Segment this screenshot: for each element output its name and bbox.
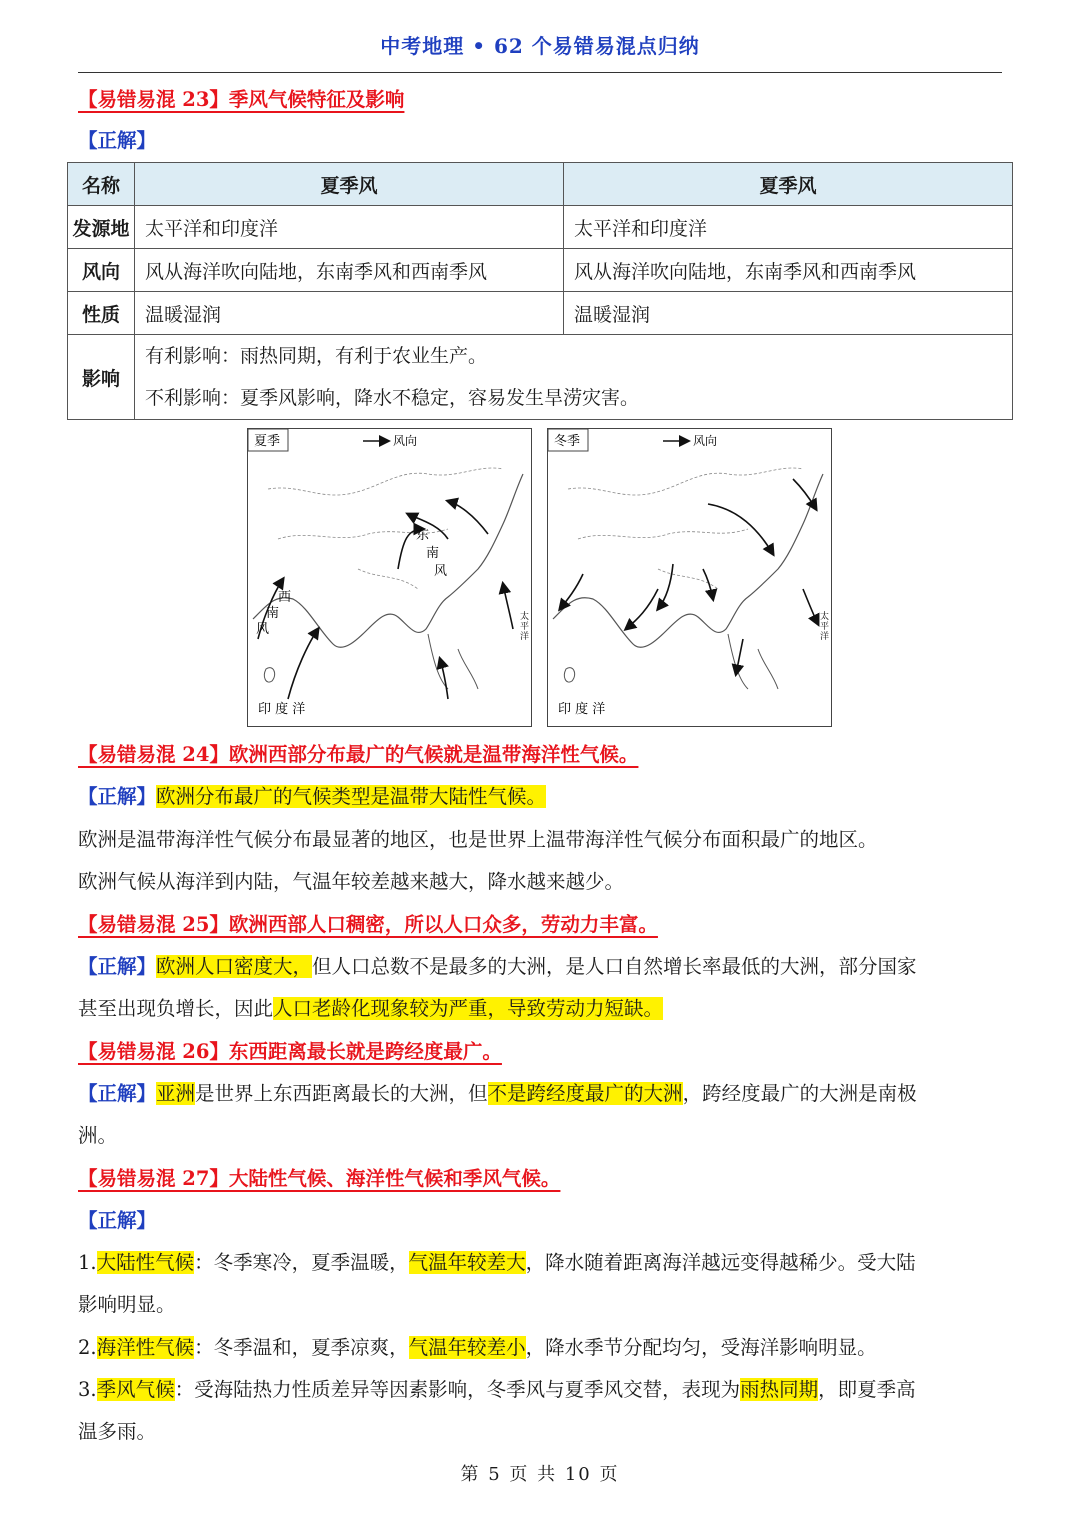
item26-title: 【易错易混 26】东西距离最长就是跨经度最广。 — [78, 1040, 502, 1063]
wind-arrow — [560, 574, 583, 609]
table-cell: 温暖湿润 — [564, 292, 1013, 335]
map-label-sw: 风 — [256, 622, 270, 637]
map-label-pacific: 太 — [520, 612, 530, 622]
highlight-text: 人口老龄化现象较为严重，导致劳动力短缺。 — [273, 997, 664, 1020]
impact-negative: 不利影响：夏季风影响，降水不稳定，容易发生旱涝灾害。 — [145, 387, 640, 409]
row-label: 影响 — [68, 335, 135, 420]
item24-paragraph-1: 欧洲是温带海洋性气候分布最显著的地区，也是世界上温带海洋性气候分布面积最广的地区。 — [78, 828, 878, 851]
winter-monsoon-map — [547, 428, 832, 727]
island-sri-lanka — [564, 668, 574, 682]
row-label: 风向 — [68, 249, 135, 292]
wind-arrow — [703, 569, 713, 599]
peninsula — [728, 634, 778, 689]
item26-answer-line-2: 洲。 — [78, 1124, 118, 1147]
highlight-text: 欧洲分布最广的气候类型是温带大陆性气候。 — [156, 785, 547, 808]
answer-text: 甚至出现负增长，因此 — [78, 997, 274, 1020]
answer-label: 【正解】 — [78, 1082, 157, 1105]
row-label: 发源地 — [68, 206, 135, 249]
peninsula — [428, 634, 478, 689]
item27-point-2 — [78, 1334, 877, 1362]
table-cell: 风从海洋吹向陆地，东南季风和西南季风 — [564, 249, 1013, 292]
map-label-se: 风 — [434, 564, 448, 579]
list-number: 2. — [78, 1336, 97, 1359]
answer-text: ：冬季温和，夏季凉爽， — [194, 1336, 409, 1359]
answer-text: ，跨经度最广的大洲是南极 — [682, 1082, 917, 1105]
item27-point-1-cont: 影响明显。 — [78, 1293, 176, 1316]
item24-paragraph-2: 欧洲气候从海洋到内陆，气温年较差越来越大，降水越来越少。 — [78, 870, 625, 893]
highlight-text: 气温年较差小 — [408, 1336, 526, 1359]
table-row — [68, 292, 1013, 335]
answer-text: 是世界上东西距离最长的大洲，但 — [195, 1082, 488, 1105]
summer-monsoon-map — [247, 428, 532, 727]
wind-arrow — [708, 504, 773, 554]
table-row — [68, 249, 1013, 292]
item24-answer — [78, 783, 546, 811]
map-label-pacific: 平 — [820, 622, 830, 632]
list-number: 3. — [78, 1378, 97, 1401]
page-number: 第 5 页 共 10 页 — [460, 1464, 620, 1485]
item27-title: 【易错易混 27】大陆性气候、海洋性气候和季风气候。 — [78, 1167, 561, 1190]
answer-label: 【正解】 — [78, 785, 157, 808]
highlight-text: 不是跨经度最广的大洲 — [487, 1082, 683, 1105]
map-season-label: 夏季 — [254, 434, 281, 449]
highlight-text: 欧洲人口密度大， — [156, 955, 313, 978]
wind-arrow — [658, 564, 673, 609]
wind-arrow — [803, 589, 818, 624]
item27-point-3-cont: 温多雨。 — [78, 1420, 157, 1443]
table-header-cell: 夏季风 — [135, 163, 564, 206]
page-header-title: 中考地理 • 62 个易错易混点归纳 — [380, 34, 700, 58]
coastline — [253, 474, 523, 647]
wind-arrow — [736, 639, 743, 674]
monsoon-table — [67, 162, 1013, 420]
highlight-text: 海洋性气候 — [96, 1336, 195, 1359]
wind-arrow — [288, 629, 318, 699]
island-sri-lanka — [264, 668, 274, 682]
item23-title: 【易错易混 23】季风气候特征及影响 — [78, 88, 405, 111]
highlight-text: 雨热同期 — [740, 1378, 819, 1401]
row-label: 性质 — [68, 292, 135, 335]
item23-answer-label: 【正解】 — [78, 129, 157, 152]
highlight-text: 气温年较差大 — [408, 1251, 526, 1274]
item24-title: 【易错易混 24】欧洲西部分布最广的气候就是温带海洋性气候。 — [78, 743, 639, 766]
map-label-sw: 西 — [278, 590, 292, 605]
list-number: 1. — [78, 1251, 97, 1274]
wind-arrow — [448, 501, 488, 534]
answer-text: ，降水季节分配均匀，受海洋影响明显。 — [525, 1336, 877, 1359]
answer-text: ，降水随着距离海洋越远变得越稀少。受大陆 — [525, 1251, 916, 1274]
answer-text: ，即夏季高 — [818, 1378, 916, 1401]
map-legend-label: 风向 — [393, 434, 418, 448]
map-legend-label: 风向 — [693, 434, 718, 448]
map-label-sw: 南 — [266, 606, 280, 621]
answer-text: ：冬季寒冷，夏季温暖， — [194, 1251, 409, 1274]
item27-point-3 — [78, 1376, 916, 1404]
border-lines — [568, 468, 803, 589]
table-header-cell: 名称 — [68, 163, 135, 206]
impact-cell — [135, 335, 1013, 420]
table-cell: 太平洋和印度洋 — [564, 206, 1013, 249]
map-label-indian: 印 度 洋 — [558, 702, 606, 717]
table-cell: 太平洋和印度洋 — [135, 206, 564, 249]
map-season-label: 冬季 — [554, 434, 581, 449]
table-header-cell: 夏季风 — [564, 163, 1013, 206]
highlight-text: 大陆性气候 — [96, 1251, 195, 1274]
item26-answer-line-1 — [78, 1080, 917, 1108]
answer-text: ：受海陆热力性质差异等因素影响，冬季风与夏季风交替，表现为 — [174, 1378, 741, 1401]
item27-answer-label: 【正解】 — [78, 1209, 157, 1232]
map-label-pacific: 太 — [820, 612, 830, 622]
table-row-impact — [68, 335, 1013, 420]
item25-title: 【易错易混 25】欧洲西部人口稠密，所以人口众多，劳动力丰富。 — [78, 913, 658, 936]
map-label-indian: 印 度 洋 — [258, 702, 306, 717]
wind-arrow — [793, 479, 816, 509]
impact-positive: 有利影响：雨热同期，有利于农业生产。 — [145, 345, 488, 367]
highlight-text: 季风气候 — [96, 1378, 175, 1401]
map-label-pacific: 平 — [520, 622, 530, 632]
header-rule — [78, 72, 1002, 73]
map-label-pacific: 洋 — [820, 632, 830, 642]
map-label-se: 东 — [416, 528, 430, 543]
answer-text: 但人口总数不是最多的大洲，是人口自然增长率最低的大洲，部分国家 — [312, 955, 917, 978]
map-label-se: 南 — [426, 546, 440, 561]
item27-point-1 — [78, 1249, 916, 1277]
answer-label: 【正解】 — [78, 955, 157, 978]
table-row — [68, 206, 1013, 249]
table-cell: 风从海洋吹向陆地，东南季风和西南季风 — [135, 249, 564, 292]
item25-answer-line-1 — [78, 953, 917, 981]
map-label-pacific: 洋 — [520, 632, 530, 642]
table-header-row — [68, 163, 1013, 206]
item25-answer-line-2 — [78, 995, 663, 1023]
highlight-text: 亚洲 — [156, 1082, 196, 1105]
wind-arrow — [626, 589, 658, 629]
coastline — [553, 474, 823, 647]
table-cell: 温暖湿润 — [135, 292, 564, 335]
border-lines — [268, 468, 503, 589]
wind-arrow — [503, 584, 513, 629]
